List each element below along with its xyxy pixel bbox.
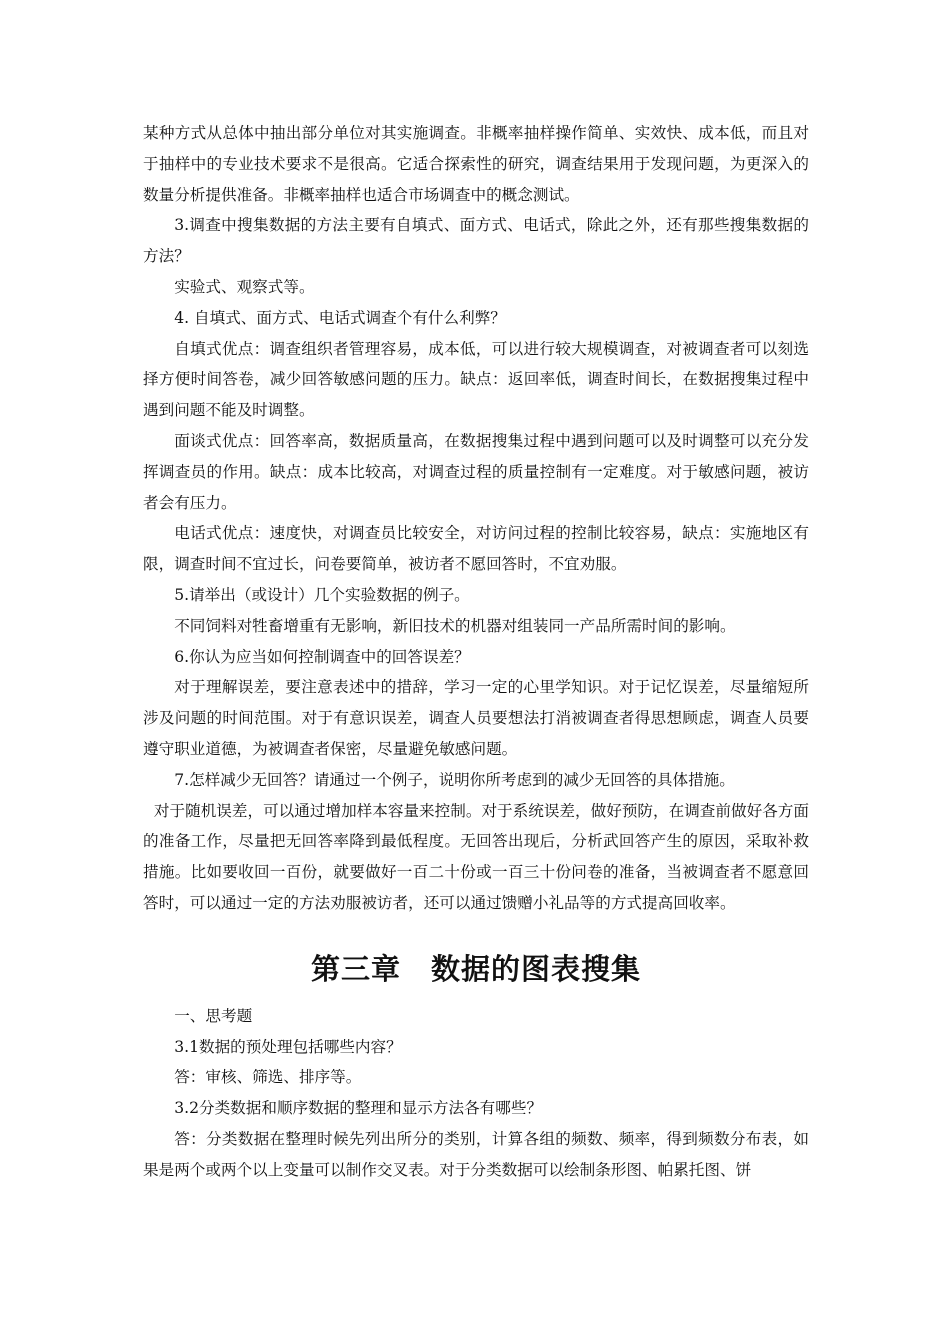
paragraph: 4. 自填式、面方式、电话式调查个有什么利弊？ <box>174 308 506 327</box>
paragraph: 不同饲料对牲畜增重有无影响，新旧技术的机器对组装同一产品所需时间的影响。 <box>174 616 736 635</box>
paragraph: 自填式优点：调查组织者管理容易，成本低，可以进行较大规模调查，对被调查者可以刻选择方便时间答卷，减少回答敏感问题的压力。缺点：返回率低，调查时间长，在数据搜集过程中遇到问题不能及时调整。 <box>143 339 809 420</box>
paragraph: 3.调查中搜集数据的方法主要有自填式、面方式、电话式，除此之外，还有那些搜集数据的方法？ <box>143 216 809 266</box>
document-page <box>143 118 809 1186</box>
paragraph: 3.1数据的预处理包括哪些内容？ <box>174 1037 402 1056</box>
paragraph: 对于理解误差，要注意表述中的措辞，学习一定的心里学知识。对于记忆误差，尽量缩短所涉及问题的时间范围。对于有意识误差，调查人员要想法打消被调查者得思想顾虑，调查人员要遵守职业道德，为被调查者保密，尽量避免敏感问题。 <box>143 678 809 758</box>
section-after <box>143 1001 809 1186</box>
paragraph: 电话式优点：速度快，对调查员比较安全，对访问过程的控制比较容易，缺点：实施地区有限，调查时间不宜过长，问卷要简单，被访者不愿回答时，不宜劝服。 <box>143 524 809 574</box>
paragraph: 对于随机误差，可以通过增加样本容量来控制。对于系统误差，做好预防，在调查前做好各方面的准备工作，尽量把无回答率降到最低程度。无回答出现后，分析武回答产生的原因，采取补救措施。比如要收回一百份，就要做好一百二十份或一百三十份问卷的准备，当被调查者不愿意回答时，可以通过一定的方法劝服被访者，还可以通过馈赠小礼品等的方式提高回收率。 <box>143 801 809 912</box>
paragraph: 答：分类数据在整理时候先列出所分的类别，计算各组的频数、频率，得到频数分布表，如果是两个或两个以上变量可以制作交叉表。对于分类数据可以绘制条形图、帕累托图、饼 <box>143 1129 809 1179</box>
paragraph: 7.怎样减少无回答？请通过一个例子，说明你所考虑到的减少无回答的具体措施。 <box>174 770 735 789</box>
paragraph: 6.你认为应当如何控制调查中的回答误差？ <box>174 647 470 666</box>
paragraph: 面谈式优点：回答率高，数据质量高，在数据搜集过程中遇到问题可以及时调整可以充分发挥调查员的作用。缺点：成本比较高，对调查过程的质量控制有一定难度。对于敏感问题，被访者会有压力。 <box>143 431 809 512</box>
chapter-title: 第三章 数据的图表搜集 <box>310 951 641 986</box>
paragraph: 3.2分类数据和顺序数据的整理和显示方法各有哪些？ <box>174 1099 543 1118</box>
paragraph: 实验式、观察式等。 <box>174 277 315 296</box>
paragraph: 某种方式从总体中抽出部分单位对其实施调查。非概率抽样操作简单、实效快、成本低，而且对于抽样中的专业技术要求不是很高。它适合探索性的研究，调查结果用于发现问题，为更深入的数量分析提供准备。非概率抽样也适合市场调查中的概念测试。 <box>143 124 809 204</box>
paragraph: 答：审核、筛选、排序等。 <box>174 1068 362 1087</box>
paragraph: 一、思考题 <box>174 1006 253 1025</box>
paragraph: 5.请举出（或设计）几个实验数据的例子。 <box>174 585 470 604</box>
section-before <box>143 118 809 919</box>
